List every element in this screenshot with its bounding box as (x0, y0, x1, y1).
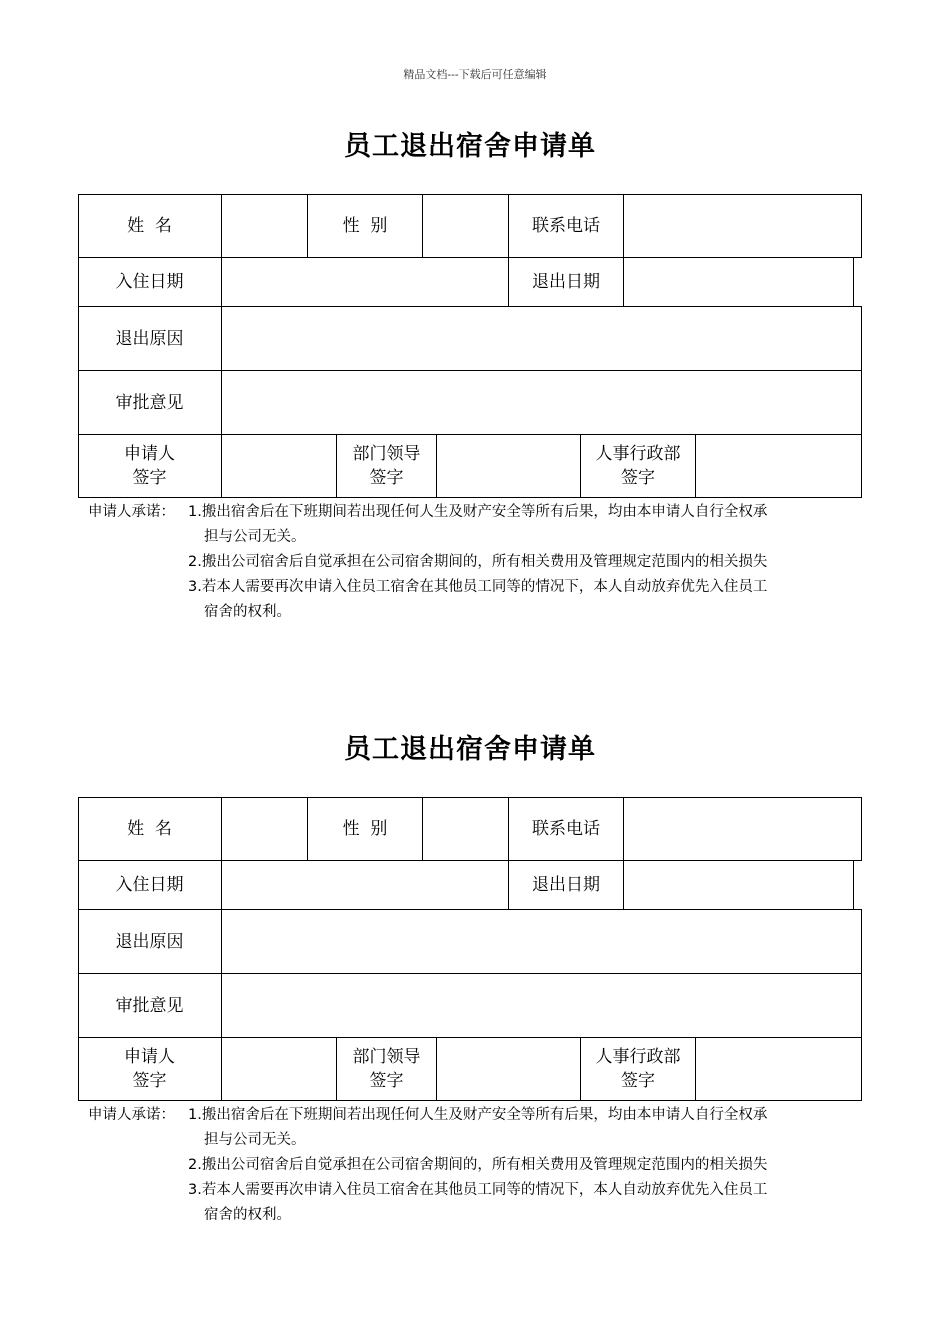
commitment-item-1-cont: 担与公司无关。 (204, 529, 306, 545)
page-header: 精品文档---下载后可任意编辑 (403, 68, 547, 81)
phone-field[interactable] (624, 194, 861, 257)
reason-label: 退出原因 (115, 328, 184, 349)
gender-label: 性 别 (342, 818, 388, 839)
checkout-date-label: 退出日期 (532, 272, 600, 292)
hr-admin-sign-field[interactable] (696, 435, 861, 497)
name-label: 姓 名 (127, 818, 172, 839)
commitment-item-3-cont: 宿舍的权利。 (204, 1207, 291, 1223)
phone-label: 联系电话 (532, 215, 600, 236)
name-field[interactable] (222, 194, 307, 257)
approval-label: 审批意见 (115, 995, 184, 1016)
checkout-date-field[interactable] (624, 861, 853, 909)
hr-admin-sign-label: 人事行政部 签字 (595, 1047, 681, 1091)
applicant-sign-label: 申请人 签字 (124, 1047, 175, 1091)
form-table (78, 797, 862, 1101)
commitment-item-2: 2.搬出公司宿舍后自觉承担在公司宿舍期间的，所有相关费用及管理规定范围内的相关损失 (188, 554, 768, 570)
commitment-lead: 申请人承诺： (88, 504, 175, 520)
reason-field[interactable] (222, 910, 861, 973)
reason-field[interactable] (222, 307, 861, 370)
hr-admin-sign-field[interactable] (696, 1038, 861, 1100)
commitment-item-1: 1.搬出宿舍后在下班期间若出现任何人生及财产安全等所有后果，均由本申请人自行全权承 (188, 504, 768, 520)
commitment-item-1-cont: 担与公司无关。 (204, 1132, 306, 1148)
name-field[interactable] (222, 797, 307, 860)
gender-field[interactable] (423, 797, 508, 860)
checkin-date-field[interactable] (222, 861, 508, 909)
checkin-date-label: 入住日期 (115, 272, 184, 292)
checkin-date-label: 入住日期 (115, 875, 184, 895)
phone-label: 联系电话 (532, 818, 600, 839)
commitment-item-1: 1.搬出宿舍后在下班期间若出现任何人生及财产安全等所有后果，均由本申请人自行全权承 (188, 1107, 768, 1123)
hr-admin-sign-label: 人事行政部 签字 (595, 444, 681, 488)
form-table (78, 194, 862, 498)
form-title: 员工退出宿舍申请单 (344, 734, 596, 765)
application-form-1 (78, 125, 862, 625)
approval-label: 审批意见 (115, 392, 184, 413)
approval-field[interactable] (222, 371, 861, 434)
commitment-lead: 申请人承诺： (88, 1107, 175, 1123)
checkout-date-label: 退出日期 (532, 875, 600, 895)
approval-field[interactable] (222, 974, 861, 1037)
commitment-item-3: 3.若本人需要再次申请入住员工宿舍在其他员工同等的情况下，本人自动放弃优先入住员工 (188, 1182, 768, 1198)
application-form-2 (78, 728, 862, 1228)
applicant-commitment (78, 1103, 862, 1228)
reason-label: 退出原因 (115, 931, 184, 952)
gender-field[interactable] (423, 194, 508, 257)
gender-label: 性 别 (342, 215, 388, 236)
name-label: 姓 名 (127, 215, 172, 236)
applicant-sign-field[interactable] (222, 435, 336, 497)
applicant-sign-field[interactable] (222, 1038, 336, 1100)
commitment-item-3-cont: 宿舍的权利。 (204, 604, 291, 620)
dept-leader-sign-field[interactable] (437, 435, 580, 497)
commitment-item-2: 2.搬出公司宿舍后自觉承担在公司宿舍期间的，所有相关费用及管理规定范围内的相关损失 (188, 1157, 768, 1173)
applicant-commitment (78, 500, 862, 625)
dept-leader-sign-field[interactable] (437, 1038, 580, 1100)
phone-field[interactable] (624, 797, 861, 860)
applicant-sign-label: 申请人 签字 (124, 444, 175, 488)
checkin-date-field[interactable] (222, 258, 508, 306)
checkout-date-field[interactable] (624, 258, 853, 306)
form-title: 员工退出宿舍申请单 (344, 131, 596, 162)
dept-leader-sign-label: 部门领导 签字 (352, 444, 421, 488)
dept-leader-sign-label: 部门领导 签字 (352, 1047, 421, 1091)
commitment-item-3: 3.若本人需要再次申请入住员工宿舍在其他员工同等的情况下，本人自动放弃优先入住员工 (188, 579, 768, 595)
